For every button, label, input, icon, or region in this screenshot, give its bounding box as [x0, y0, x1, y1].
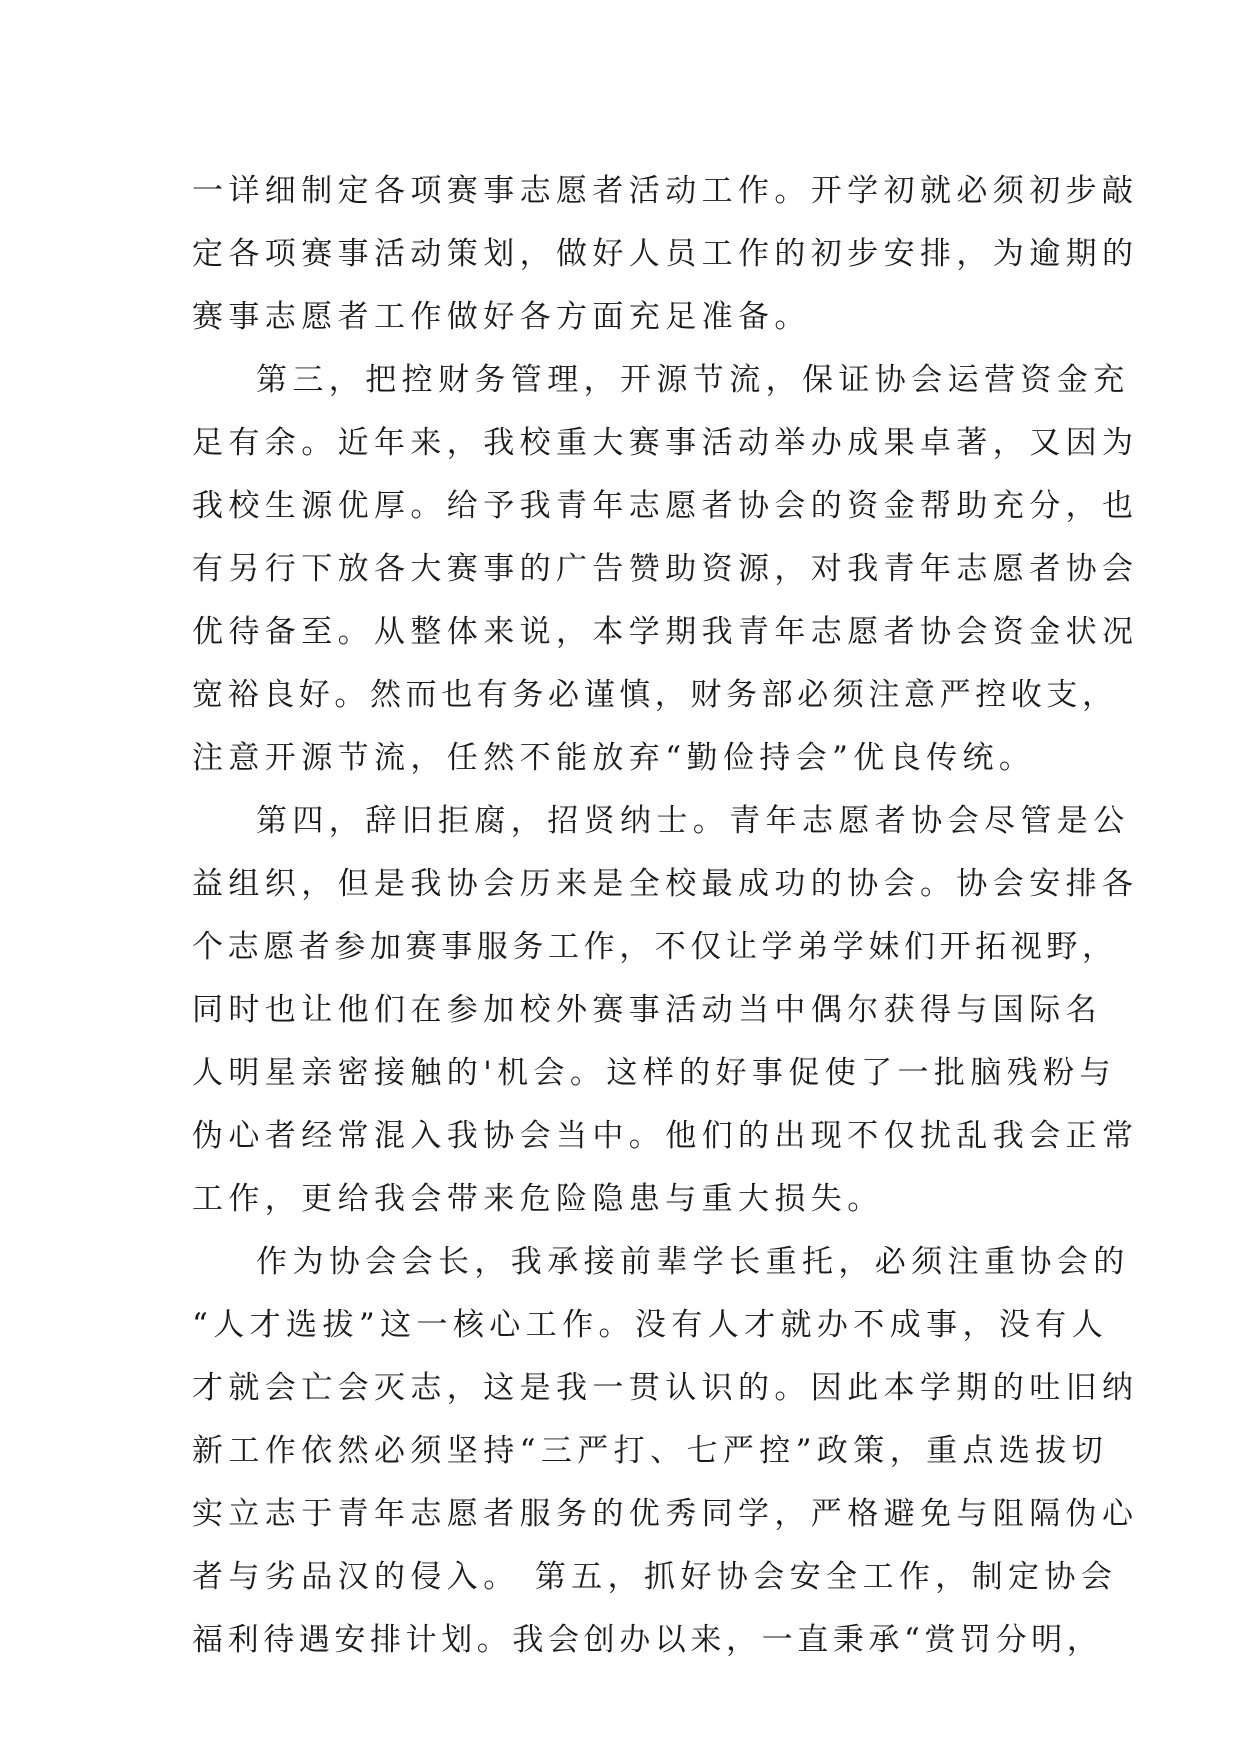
paragraph-start-line: 第四，辞旧拒腐，招贤纳士。青年志愿者协会尽管是公 — [256, 803, 1130, 839]
text-line: 福利待遇安排计划。我会创办以来，一直秉承“赏罚分明， — [192, 1622, 1103, 1658]
text-line: 伪心者经常混入我协会当中。他们的出现不仅扰乱我会正常 — [192, 1118, 1139, 1154]
text-line: 实立志于青年志愿者服务的优秀同学，严格避免与阻隔伪心 — [192, 1496, 1139, 1532]
paragraph-start-line: 第三，把控财务管理，开源节流，保证协会运营资金充 — [256, 362, 1130, 398]
text-line: 人明星亲密接触的'机会。这样的好事促使了一批脑残粉与 — [192, 1055, 1116, 1091]
text-line: 益组织，但是我协会历来是全校最成功的协会。协会安排各 — [192, 866, 1139, 902]
text-line: 足有余。近年来，我校重大赛事活动举办成果卓著，又因为 — [192, 425, 1139, 461]
text-line: 者与劣品汉的侵入。 第五，抓好协会安全工作，制定协会 — [192, 1559, 1118, 1595]
paragraph-start-line: 作为协会会长，我承接前辈学长重托，必须注重协会的 — [256, 1244, 1130, 1280]
text-line: 宽裕良好。然而也有务必谨慎，财务部必须注意严控收支， — [192, 677, 1118, 713]
text-line: 定各项赛事活动策划，做好人员工作的初步安排，为逾期的 — [192, 236, 1139, 272]
text-line: 优待备至。从整体来说，本学期我青年志愿者协会资金状况 — [192, 614, 1139, 650]
text-line: 有另行下放各大赛事的广告赞助资源，对我青年志愿者协会 — [192, 551, 1139, 587]
text-line: 我校生源优厚。给予我青年志愿者协会的资金帮助充分，也 — [192, 488, 1139, 524]
document-body — [192, 160, 1139, 1672]
text-line: 个志愿者参加赛事服务工作，不仅让学弟学妹们开拓视野， — [192, 929, 1118, 965]
text-line: 赛事志愿者工作做好各方面充足准备。 — [192, 299, 811, 335]
text-line: “人才选拔”这一核心工作。没有人才就办不成事，没有人 — [192, 1307, 1109, 1343]
text-line: 工作，更给我会带来危险隐患与重大损失。 — [192, 1181, 884, 1217]
text-line: 才就会亡会灭志，这是我一贯认识的。因此本学期的吐旧纳 — [192, 1370, 1139, 1406]
text-line: 同时也让他们在参加校外赛事活动当中偶尔获得与国际名 — [192, 992, 1102, 1028]
text-line: 注意开源节流，任然不能放弃“勤俭持会”优良传统。 — [192, 740, 1036, 776]
text-line: 新工作依然必须坚持“三严打、七严控”政策，重点选拔切 — [192, 1433, 1109, 1469]
text-line: 一详细制定各项赛事志愿者活动工作。开学初就必须初步敲 — [192, 173, 1139, 209]
